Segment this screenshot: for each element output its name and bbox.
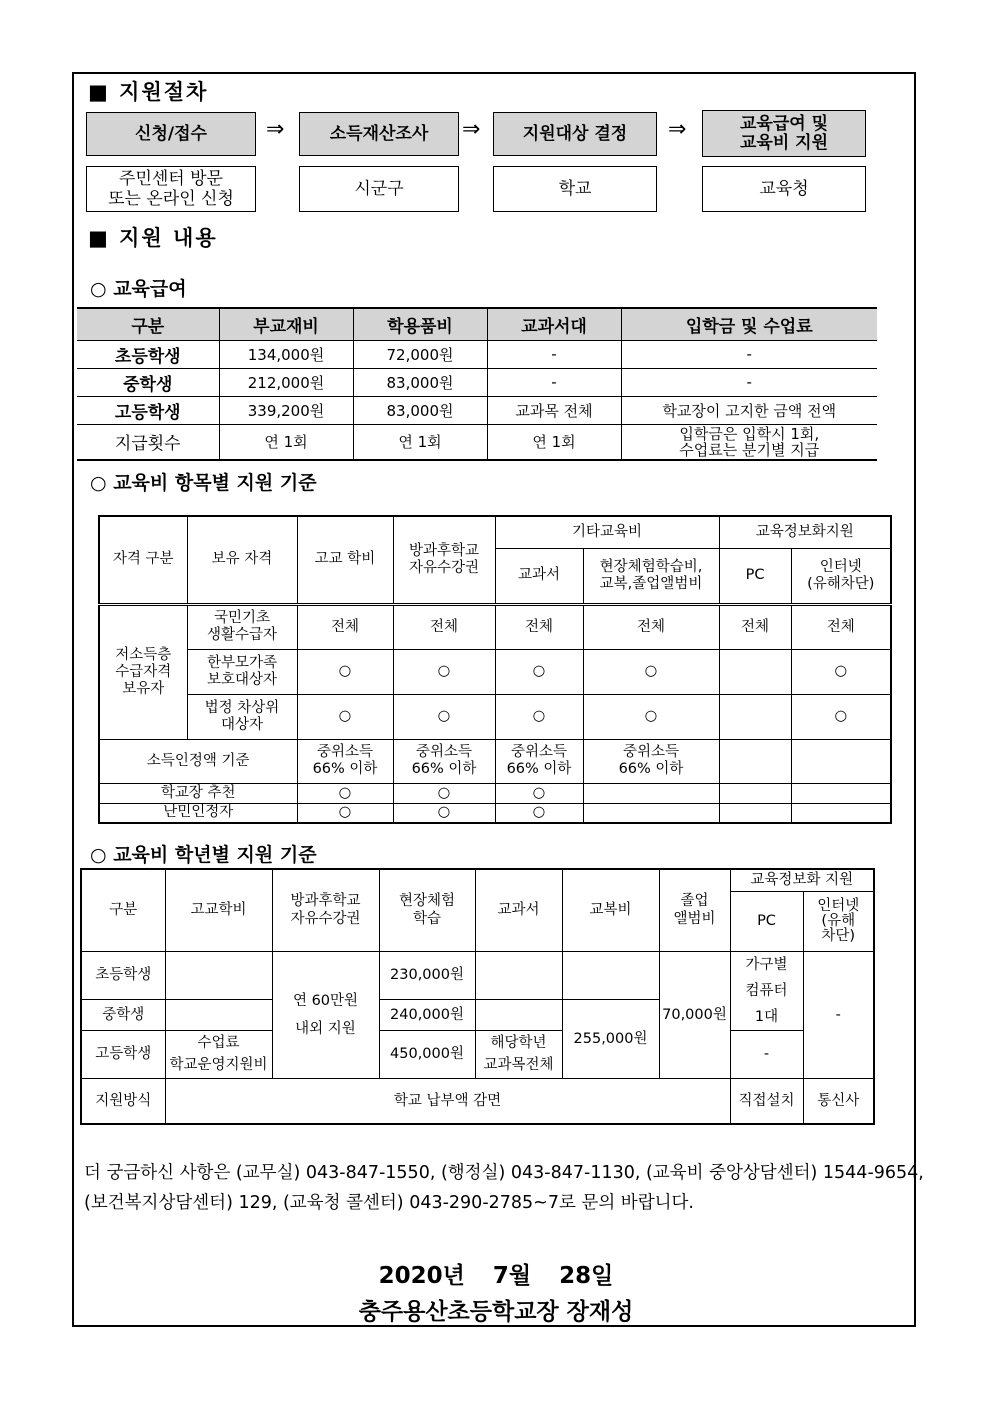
table-cell: 전체 [583,604,719,649]
header-cell: 고교 학비 [297,516,393,604]
table-cell [583,803,719,823]
header-cell: 인터넷 (유해 차단) [803,891,874,951]
table-cell [719,739,791,783]
grade-criteria-table [80,868,875,1125]
header-cell: 교육정보화지원 [719,516,891,548]
table-cell: 230,000원 [379,951,475,999]
table-cell: 212,000원 [219,368,353,396]
header-cell: 교과서 [475,869,562,951]
table-cell [165,999,272,1030]
table-cell: ○ [583,694,719,739]
row-header: 한부모가족 보호대상자 [187,649,297,694]
table-cell: 전체 [719,604,791,649]
agency-office: 교육청 [702,166,866,212]
table-cell: ○ [297,649,393,694]
table-cell: ○ [495,803,583,823]
header-cell: 졸업 앨범비 [659,869,730,951]
row-header: 난민인정자 [99,803,297,823]
step-decision: 지원대상 결정 [493,112,657,156]
table-cell: 중위소득 66% 이하 [495,739,583,783]
table-cell: - [487,340,621,368]
agency-school: 학교 [493,166,657,212]
arrow-2: ⇒ [462,117,481,142]
document-date: 2020년 7월 28일 [378,1263,614,1289]
table-cell: 339,200원 [219,396,353,424]
header-cell: 학용품비 [353,308,487,340]
table-cell: 통신사 [803,1078,874,1124]
table-cell: 연 1회 [487,424,621,460]
benefit-heading: ○ 교육급여 [90,278,187,300]
header-cell: 교과서대 [487,308,621,340]
table-cell: ○ [393,694,495,739]
row-header: 지급횟수 [77,424,219,460]
table-cell: - [730,1030,803,1078]
header-cell: 인터넷 (유해차단) [791,548,891,604]
table-cell [791,739,891,783]
table-cell: ○ [393,649,495,694]
table-cell: 중위소득 66% 이하 [583,739,719,783]
header-cell: 방과후학교 자유수강권 [393,516,495,604]
table-cell: 수업료 학교운영지원비 [165,1030,272,1078]
table-cell [791,803,891,823]
header-cell: 고교학비 [165,869,272,951]
header-cell: 구분 [77,308,219,340]
table-cell: ○ [583,649,719,694]
header-cell: 현장체험 학습 [379,869,475,951]
header-cell: 자격 구분 [99,516,187,604]
arrow-1: ⇒ [266,117,285,142]
table-cell: 83,000원 [353,368,487,396]
table-cell: 연 1회 [353,424,487,460]
table-cell: 전체 [297,604,393,649]
row-header: 국민기초 생활수급자 [187,604,297,649]
header-cell: 구분 [81,869,165,951]
table-cell: 학교 납부액 감면 [165,1078,730,1124]
table-cell: 중위소득 66% 이하 [297,739,393,783]
benefit-table [77,307,877,461]
contact-text: 더 궁금하신 사항은 (교무실) 043-847-1550, (행정실) 043-847-1130, (교육비 중앙상담센터) 1544-9654, (보건복지상담센터) 129, (교육청 콜센터) 043-290-2785~7로 문의 바랍니다. [84,1163,924,1213]
table-cell [719,783,791,803]
table-cell: 72,000원 [353,340,487,368]
table-cell [719,694,791,739]
header-cell: 보유 자격 [187,516,297,604]
step-apply: 신청/접수 [86,112,256,156]
table-cell: ○ [791,694,891,739]
table-cell: 134,000원 [219,340,353,368]
table-cell: - [621,368,877,396]
table-cell: 해당학년 교과목전체 [475,1030,562,1078]
signature: 충주용산초등학교장 장재성 [358,1299,634,1325]
table-cell: 255,000원 [562,999,659,1078]
header-cell: 입학금 및 수업료 [621,308,877,340]
table-cell [583,783,719,803]
row-header: 지원방식 [81,1078,165,1124]
step-support: 교육급여 및 교육비 지원 [702,110,866,157]
table-cell: ○ [495,649,583,694]
table-cell: 교과목 전체 [487,396,621,424]
table-cell: 83,000원 [353,396,487,424]
arrow-3: ⇒ [668,117,687,142]
item-criteria-table [98,515,892,824]
header-cell: 교과서 [495,548,583,604]
row-header: 고등학생 [81,1030,165,1078]
table-cell: 학교장이 고지한 금액 전액 [621,396,877,424]
agency-community-center: 주민센터 방문 또는 온라인 신청 [86,166,256,212]
table-cell [719,803,791,823]
row-header: 초등학생 [77,340,219,368]
table-cell: 연 60만원 내외 지원 [272,951,379,1078]
table-cell [791,783,891,803]
row-header: 법정 차상위 대상자 [187,694,297,739]
table-cell: 450,000원 [379,1030,475,1078]
table-cell: 전체 [791,604,891,649]
table-cell: - [487,368,621,396]
step-income-survey: 소득재산조사 [299,112,459,156]
table-cell: ○ [393,783,495,803]
grade-criteria-heading: ○ 교육비 학년별 지원 기준 [90,844,317,866]
table-cell: 중위소득 66% 이하 [393,739,495,783]
table-cell: ○ [791,649,891,694]
header-cell: 교복비 [562,869,659,951]
table-cell: ○ [297,694,393,739]
procedure-heading: ■ 지원절차 [88,80,209,104]
table-cell [165,951,272,999]
table-cell: ○ [495,783,583,803]
table-cell: 전체 [495,604,583,649]
table-cell: 연 1회 [219,424,353,460]
header-cell: 현장체험학습비, 교복,졸업앨범비 [583,548,719,604]
header-cell: 기타교육비 [495,516,719,548]
table-cell: - [621,340,877,368]
row-header: 학교장 추천 [99,783,297,803]
agency-city: 시군구 [299,166,459,212]
table-cell: ○ [297,783,393,803]
row-header: 소득인정액 기준 [99,739,297,783]
table-cell [475,999,562,1030]
row-header: 중학생 [81,999,165,1030]
header-cell: PC [719,548,791,604]
row-header: 고등학생 [77,396,219,424]
table-cell: - [803,951,874,1078]
table-cell: ○ [393,803,495,823]
header-cell: 교육정보화 지원 [730,869,874,891]
header-cell: 부교재비 [219,308,353,340]
table-cell: 240,000원 [379,999,475,1030]
table-cell: 입학금은 입학시 1회, 수업료는 분기별 지급 [621,424,877,460]
content-heading: ■ 지원 내용 [88,226,218,250]
table-cell: 직접설치 [730,1078,803,1124]
table-cell [475,951,562,999]
table-cell: 전체 [393,604,495,649]
table-cell: ○ [297,803,393,823]
item-criteria-heading: ○ 교육비 항목별 지원 기준 [90,472,317,494]
table-cell [562,951,659,999]
table-cell: 가구별 컴퓨터 1대 [730,951,803,1030]
table-cell [719,649,791,694]
header-cell: PC [730,891,803,951]
row-header: 중학생 [77,368,219,396]
table-cell: 70,000원 [659,951,730,1078]
header-cell: 방과후학교 자유수강권 [272,869,379,951]
table-cell: ○ [495,694,583,739]
row-header: 저소득층 수급자격 보유자 [99,604,187,739]
row-header: 초등학생 [81,951,165,999]
